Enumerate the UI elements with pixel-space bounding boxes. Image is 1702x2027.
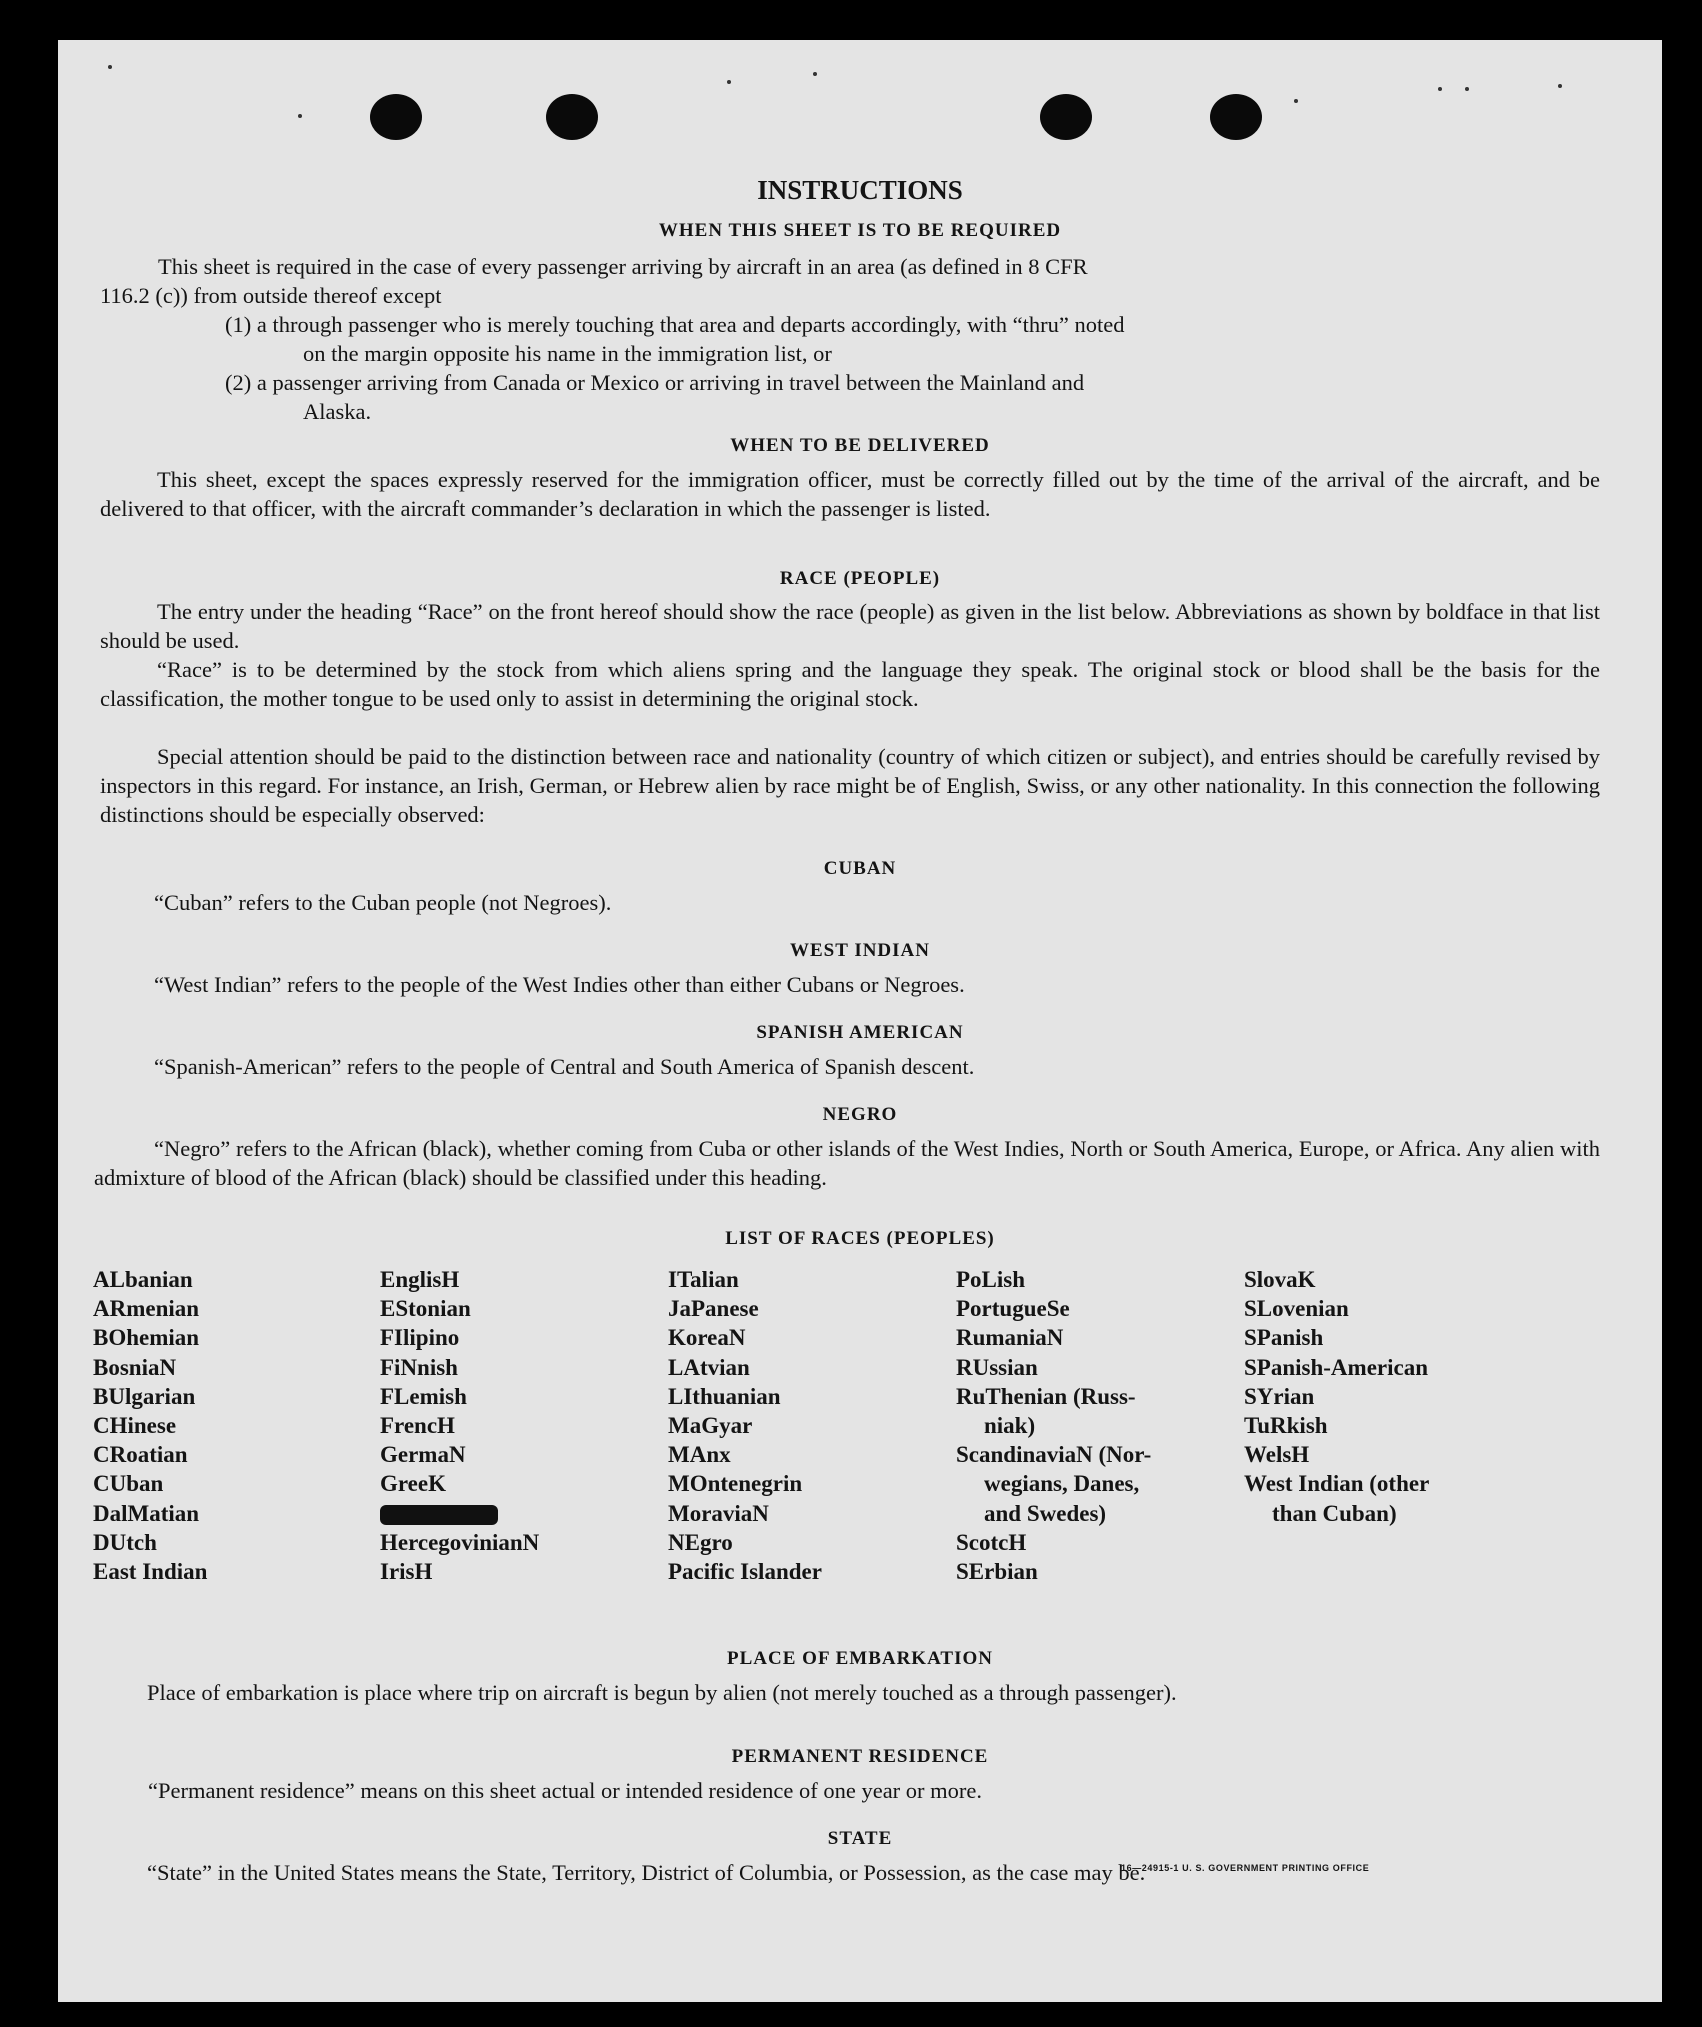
delivered-text: This sheet, except the spaces expressly reserved for the immigration officer, must be correctly filled out by the time of the arrival of the aircraft, and be delivered to that officer, with the aircraft commander’s declaration in which the passenger is listed.	[100, 467, 1600, 521]
races-column-4	[956, 1265, 1151, 1586]
section-heading-negro: NEGRO	[822, 1104, 898, 1125]
required-item2-line1: (2) a passenger arriving from Canada or Mexico or arriving in travel between the Mainland and	[225, 370, 1085, 395]
race-item: MAnx	[668, 1442, 731, 1468]
residence-text: “Permanent residence” means on this sheet actual or intended residence of one year or more.	[148, 1778, 983, 1803]
section-heading-embarkation: PLACE OF EMBARKATION	[727, 1648, 993, 1669]
race-item: LIthuanian	[668, 1383, 781, 1409]
race-item: ARmenian	[93, 1296, 200, 1322]
document-sheet	[58, 40, 1662, 2002]
races-column-2	[380, 1265, 539, 1586]
required-item1-line2: on the margin opposite his name in the immigration list, or	[303, 341, 832, 366]
race-item: niak)	[984, 1413, 1036, 1439]
section-heading-west-indian: WEST INDIAN	[790, 940, 930, 961]
race-item: DUtch	[93, 1529, 157, 1555]
race-item: RumaniaN	[956, 1325, 1064, 1351]
races-column-5	[1244, 1265, 1429, 1528]
race-item: BUlgarian	[93, 1383, 196, 1409]
dust-speck	[298, 114, 302, 118]
dust-speck	[1465, 87, 1469, 91]
race-item: IrisH	[380, 1559, 433, 1585]
required-item1-line1: (1) a through passenger who is merely touching that area and departs accordingly, with “thru” noted	[225, 312, 1125, 337]
race-item: PoLish	[956, 1267, 1026, 1292]
race-item: FIlipino	[380, 1325, 460, 1351]
race-item: EStonian	[380, 1296, 471, 1322]
race-item: FiNnish	[380, 1354, 458, 1380]
race-item: GreeK	[380, 1471, 446, 1497]
race-item: MoraviaN	[668, 1500, 769, 1526]
required-intro-line2: 116.2 (c)) from outside thereof except	[100, 283, 442, 308]
race-item: RUssian	[956, 1354, 1038, 1380]
state-text: “State” in the United States means the State, Territory, District of Columbia, or Possession, as the case may be.	[147, 1860, 1146, 1885]
race-item: LAtvian	[668, 1354, 750, 1380]
race-item: RuThenian (Russ-	[956, 1383, 1136, 1409]
races-column-3	[668, 1265, 822, 1586]
race-item: ALbanian	[93, 1267, 193, 1292]
cuban-text: “Cuban” refers to the Cuban people (not Negroes).	[154, 890, 612, 915]
race-item: MOntenegrin	[668, 1471, 803, 1497]
race-para3: Special attention should be paid to the distinction between race and nationality (country of which citizen or subject), and entries should be carefully revised by inspectors in this regard. For instance, an Irish, German, or Hebrew alien by race might be of English, Swiss, or any other nationality. In this connection the following distinctions should be especially observed:	[100, 744, 1600, 827]
race-item: JaPanese	[668, 1296, 759, 1322]
printer-imprint: 16—24915-1 U. S. GOVERNMENT PRINTING OFFICE	[1121, 1863, 1370, 1873]
race-item: CHinese	[93, 1413, 177, 1439]
embarkation-text: Place of embarkation is place where trip on aircraft is begun by alien (not merely touched as a through passenger).	[147, 1680, 1177, 1705]
punch-hole	[370, 94, 422, 140]
section-heading-cuban: CUBAN	[823, 858, 897, 879]
race-item: DalMatian	[93, 1500, 200, 1526]
race-item: CUban	[93, 1471, 164, 1497]
section-heading-delivered: WHEN TO BE DELIVERED	[730, 435, 990, 456]
section-heading-race: RACE (PEOPLE)	[779, 568, 941, 589]
race-item: EnglisH	[380, 1267, 460, 1292]
section-heading-state: STATE	[827, 1828, 893, 1849]
race-item: SPanish-American	[1244, 1354, 1428, 1380]
race-item: FLemish	[380, 1383, 467, 1409]
section-heading-required: WHEN THIS SHEET IS TO BE REQUIRED	[658, 220, 1062, 241]
race-item: ITalian	[668, 1267, 739, 1292]
dust-speck	[1558, 84, 1562, 88]
redacted-entry	[380, 1499, 539, 1528]
race-item: Pacific Islander	[668, 1559, 822, 1585]
dust-speck	[1294, 99, 1298, 103]
punch-hole	[1040, 94, 1092, 140]
race-item: SPanish	[1244, 1325, 1324, 1351]
required-item2-line2: Alaska.	[303, 399, 372, 424]
race-item: West Indian (other	[1244, 1471, 1430, 1497]
race-item: NEgro	[668, 1529, 733, 1555]
punch-hole	[1210, 94, 1262, 140]
spanish-american-text: “Spanish-American” refers to the people of Central and South America of Spanish descent.	[154, 1054, 975, 1079]
race-item: ScotcH	[956, 1529, 1027, 1555]
page-title: INSTRUCTIONS	[757, 175, 963, 205]
west-indian-text: “West Indian” refers to the people of the West Indies other than either Cubans or Negroes.	[154, 972, 965, 997]
race-item: GermaN	[380, 1442, 466, 1468]
dust-speck	[813, 72, 817, 76]
race-item: wegians, Danes,	[984, 1471, 1140, 1497]
negro-text: “Negro” refers to the African (black), whether coming from Cuba or other islands of the West Indies, North or South America, Europe, or Africa. Any alien with admixture of blood of the African (black) should be classified under this heading.	[94, 1136, 1600, 1190]
race-item: TuRkish	[1244, 1413, 1328, 1439]
race-item: SErbian	[956, 1559, 1038, 1585]
section-heading-residence: PERMANENT RESIDENCE	[731, 1746, 989, 1767]
race-item: PortugueSe	[956, 1296, 1070, 1322]
race-para1: The entry under the heading “Race” on the front hereof should show the race (people) as given in the list below. Abbreviations as shown by boldface in that list should be used.	[100, 599, 1600, 653]
race-item: SlovaK	[1244, 1267, 1316, 1292]
race-item: CRoatian	[93, 1442, 188, 1468]
race-item: BosniaN	[93, 1354, 177, 1380]
race-item: East Indian	[93, 1559, 208, 1585]
race-item: BOhemian	[93, 1325, 200, 1351]
race-item: HercegovinianN	[380, 1529, 540, 1555]
race-item: FrencH	[380, 1413, 455, 1439]
race-item: MaGyar	[668, 1413, 753, 1439]
dust-speck	[108, 65, 112, 69]
dust-speck	[727, 80, 731, 84]
race-item: ScandinaviaN (Nor-	[956, 1442, 1152, 1468]
race-item: SLovenian	[1244, 1296, 1349, 1322]
redaction-mark	[380, 1505, 498, 1525]
dust-speck	[1438, 87, 1442, 91]
section-heading-list: LIST OF RACES (PEOPLES)	[725, 1228, 995, 1249]
required-intro-line1: This sheet is required in the case of every passenger arriving by aircraft in an area (as defined in 8 CFR	[158, 254, 1088, 279]
punch-hole	[546, 94, 598, 140]
race-para2: “Race” is to be determined by the stock from which aliens spring and the language they speak. The original stock or blood shall be the basis for the classification, the mother tongue to be used only to assist in determining the original stock.	[100, 657, 1600, 711]
race-item: SYrian	[1244, 1383, 1315, 1409]
race-item: than Cuban)	[1272, 1500, 1397, 1526]
race-item: WelsH	[1244, 1442, 1310, 1468]
section-heading-spanish-american: SPANISH AMERICAN	[756, 1022, 964, 1043]
race-item: and Swedes)	[984, 1500, 1107, 1526]
race-item: KoreaN	[668, 1325, 746, 1351]
races-column-1	[93, 1265, 207, 1586]
